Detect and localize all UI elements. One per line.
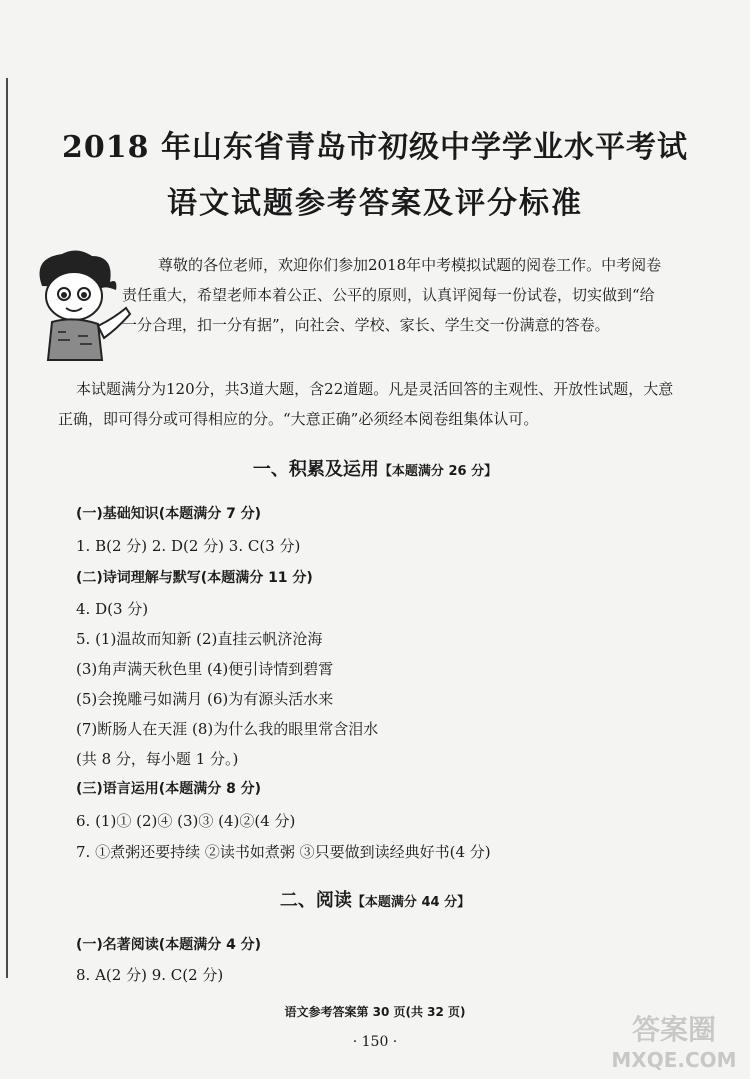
cartoon-boy-illustration xyxy=(22,248,132,363)
section-score: 【本题满分 26 分】 xyxy=(378,464,498,479)
page-number: · 150 · xyxy=(352,1034,398,1050)
intro-paragraph: 尊敬的各位老师，欢迎你们参加2018年中考模拟试题的阅卷工作。中考阅卷责任重大，希望老师本着公正、公平的原则，认真评阅每一份试卷，切实做到“给一分合理，扣一分有据”，向社会、学校、家长、学生交一份满意的答卷。 xyxy=(122,256,662,334)
answer-line: 6. (1)① (2)④ (3)③ (4)②(4 分) xyxy=(76,812,296,830)
answer-line: (7)断肠人在天涯 (8)为什么我的眼里常含泪水 xyxy=(76,720,379,738)
page-title: 2018 年山东省青岛市初级中学学业水平考试 xyxy=(62,130,688,165)
answer-line: 8. A(2 分) 9. C(2 分) xyxy=(76,966,224,984)
answer-line: 7. ①煮粥还要持续 ②读书如煮粥 ③只要做到读经典好书(4 分) xyxy=(76,843,491,861)
subsection-heading: (一)基础知识(本题满分 7 分) xyxy=(76,506,262,522)
watermark-logo xyxy=(604,1005,744,1075)
watermark-text: 答案圈 xyxy=(631,1013,717,1046)
answer-line: 4. D(3 分) xyxy=(76,600,149,618)
subsection-heading: (三)语言运用(本题满分 8 分) xyxy=(76,781,262,797)
answer-line: 5. (1)温故而知新 (2)直挂云帆济沧海 xyxy=(76,630,323,648)
page-subtitle: 语文试题参考答案及评分标准 xyxy=(167,186,583,221)
watermark-url: MXQE.COM xyxy=(611,1048,737,1072)
section-heading-2 xyxy=(0,886,750,912)
answer-line: (共 8 分，每小题 1 分。) xyxy=(76,750,239,768)
section-score: 【本题满分 44 分】 xyxy=(351,895,471,910)
answer-line: (3)角声满天秋色里 (4)便引诗情到碧霄 xyxy=(76,660,334,678)
scoring-note: 本试题满分为120分，共3道大题，含22道题。凡是灵活回答的主观性、开放性试题，大意正确，即可得分或可得相应的分。“大意正确”必须经本阅卷组集体认可。 xyxy=(58,380,674,428)
section-heading-1 xyxy=(0,455,750,481)
section-title: 一、积累及运用 xyxy=(252,459,379,480)
page-footer: 语文参考答案第 30 页(共 32 页) xyxy=(284,1005,466,1019)
answer-line: (5)会挽雕弓如满月 (6)为有源头活水来 xyxy=(76,690,334,708)
subsection-heading: (一)名著阅读(本题满分 4 分) xyxy=(76,937,262,953)
subsection-heading: (二)诗词理解与默写(本题满分 11 分) xyxy=(76,570,313,586)
answer-line: 1. B(2 分) 2. D(2 分) 3. C(3 分) xyxy=(76,537,301,555)
section-title: 二、阅读 xyxy=(279,890,352,911)
